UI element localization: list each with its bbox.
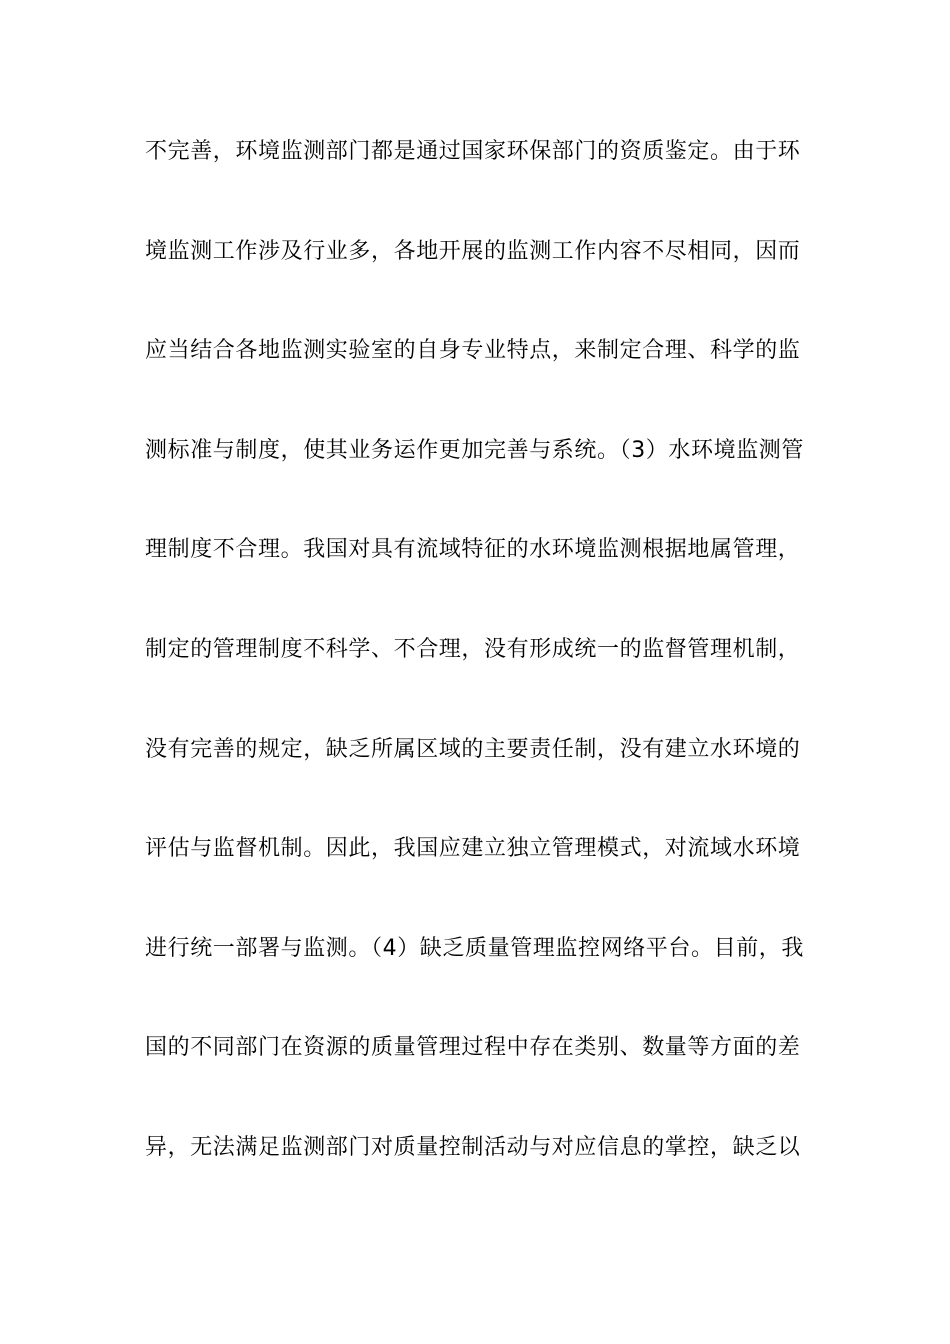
text-line: 制定的管理制度不科学、不合理，没有形成统一的监督管理机制，: [145, 636, 801, 662]
text-line: 评估与监督机制。因此，我国应建立独立管理模式，对流域水环境: [145, 836, 801, 862]
text-line: 理制度不合理。我国对具有流域特征的水环境监测根据地属管理，: [145, 537, 801, 563]
body-text: [145, 127, 810, 1223]
text-line: 进行统一部署与监测。（4）缺乏质量管理监控网络平台。目前，我: [145, 935, 804, 961]
text-line: 应当结合各地监测实验室的自身专业特点，来制定合理、科学的监: [145, 338, 801, 364]
text-line: 没有完善的规定，缺乏所属区域的主要责任制，没有建立水环境的: [145, 736, 801, 762]
text-line: 不完善，环境监测部门都是通过国家环保部门的资质鉴定。由于环: [145, 139, 801, 164]
text-line: 国的不同部门在资源的质量管理过程中存在类别、数量等方面的差: [145, 1035, 801, 1061]
text-line: 异，无法满足监测部门对质量控制活动与对应信息的掌控，缺乏以: [145, 1134, 801, 1160]
text-line: 境监测工作涉及行业多，各地开展的监测工作内容不尽相同，因而: [145, 238, 801, 264]
text-line: 测标准与制度，使其业务运作更加完善与系统。（3）水环境监测管: [145, 437, 804, 463]
